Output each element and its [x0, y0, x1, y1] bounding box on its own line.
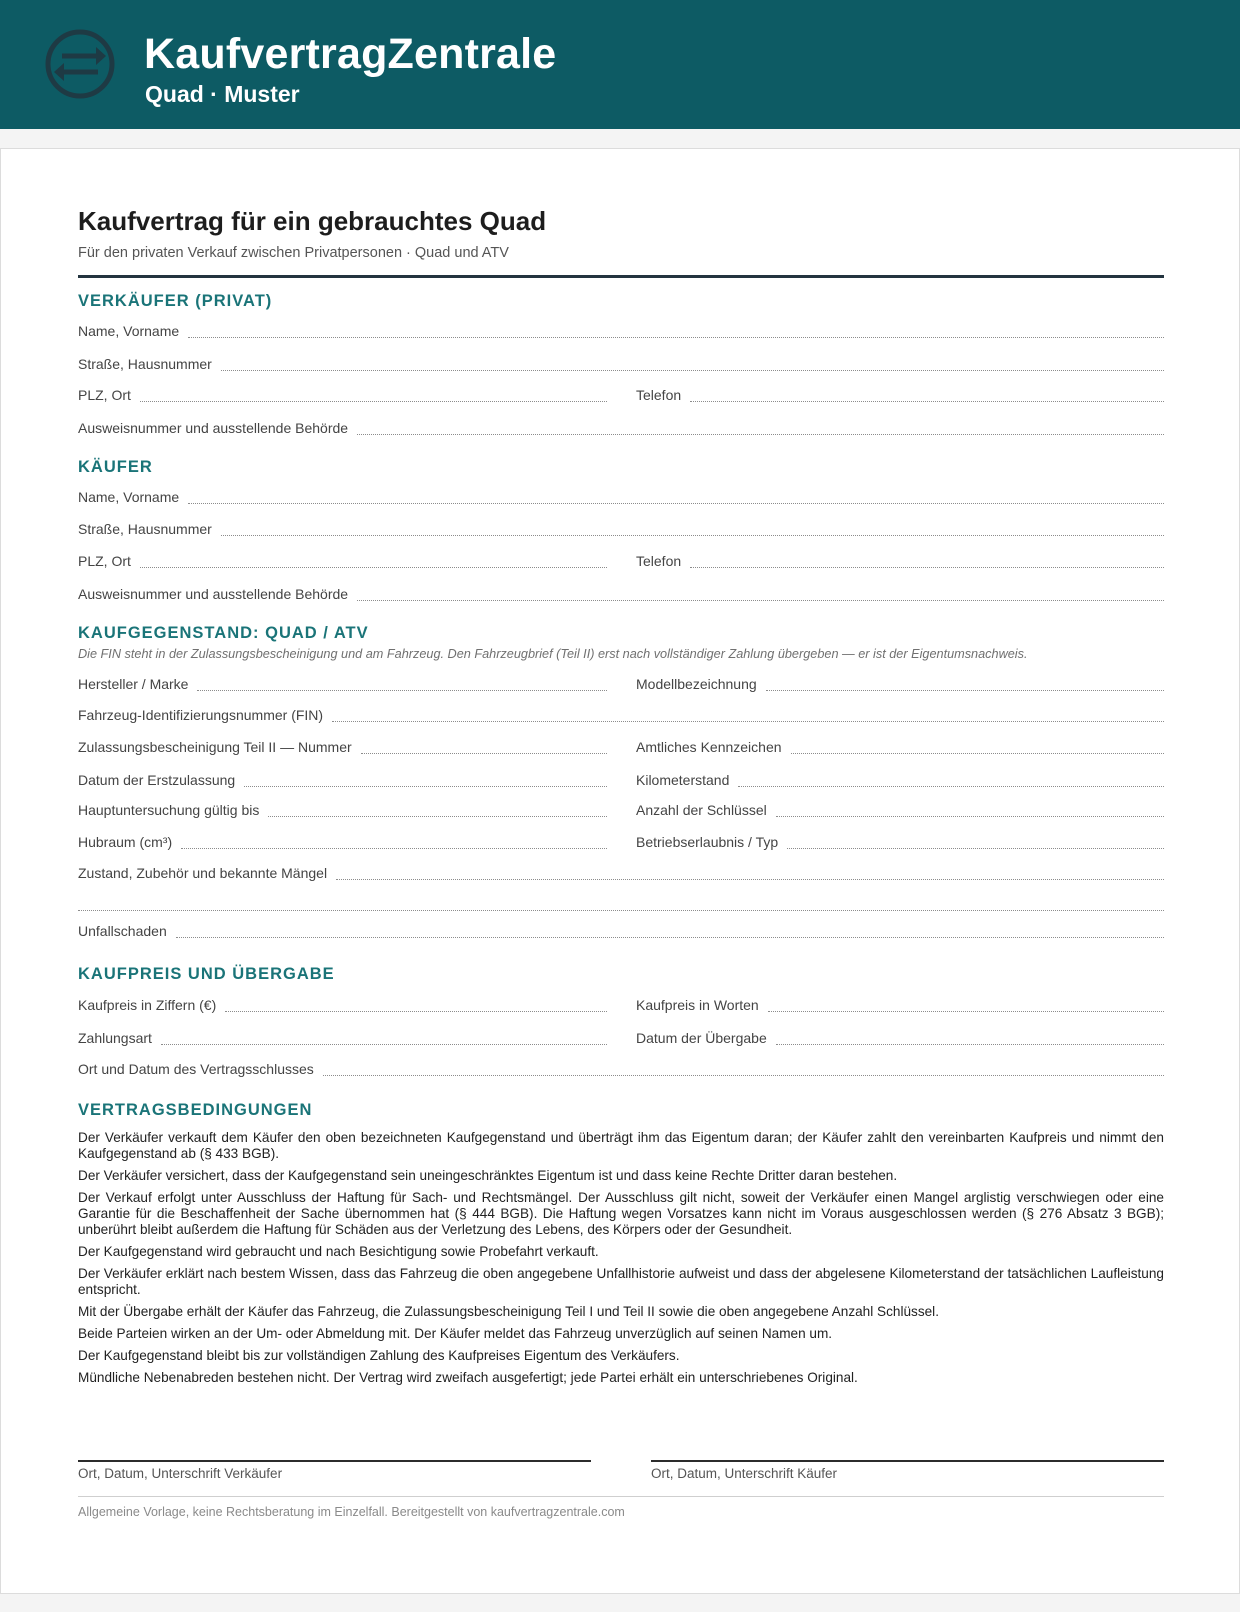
fill-line[interactable] — [140, 400, 607, 402]
seller-signature-line[interactable] — [78, 1460, 591, 1462]
term-paragraph: Der Verkäufer versichert, dass der Kaufgegenstand sein uneingeschränktes Eigentum ist und dass keine Rechte Dritter daran bestehen. — [78, 1168, 898, 1183]
handover-date-field[interactable] — [636, 1027, 1164, 1047]
term-paragraph: Der Verkäufer verkauft dem Käufer den oben bezeichneten Kaufgegenstand und überträgt ihm das Eigentum daran; der Käufer zahlt den vereinbarten Kaufpreis und nimmt den Kaufgegenstand ab (§ 433 BGB). — [78, 1130, 1164, 1161]
seller-name-field[interactable] — [78, 320, 1164, 340]
fill-line[interactable] — [776, 1043, 1164, 1045]
price-digits-field[interactable] — [78, 994, 607, 1014]
field-label: Hauptuntersuchung gültig bis — [78, 802, 260, 818]
first-registration-field[interactable] — [78, 769, 607, 789]
fill-line[interactable] — [690, 400, 1164, 402]
fill-line[interactable] — [357, 599, 1164, 601]
field-label: Zahlungsart — [78, 1030, 152, 1046]
field-label: Ausweisnummer und ausstellende Behörde — [78, 420, 349, 436]
fill-line[interactable] — [181, 847, 607, 849]
fill-line[interactable] — [161, 1043, 607, 1045]
buyer-signature-label: Ort, Datum, Unterschrift Käufer — [651, 1466, 838, 1481]
buyer-signature-line[interactable] — [651, 1460, 1164, 1462]
brand-name: KaufvertragZentrale — [144, 30, 557, 78]
contract-place-date-field[interactable] — [78, 1058, 1164, 1078]
fill-line[interactable] — [221, 534, 1164, 536]
fill-line[interactable] — [176, 936, 1164, 938]
vehicle-heading: KAUFGEGENSTAND: QUAD / ATV — [78, 624, 369, 642]
header-banner — [0, 0, 1240, 129]
field-label: Telefon — [636, 553, 682, 569]
field-label: Zustand, Zubehör und bekannte Mängel — [78, 865, 328, 881]
field-label: Zulassungsbescheinigung Teil II — Nummer — [78, 739, 352, 755]
fill-line[interactable] — [361, 752, 607, 754]
seller-signature-label: Ort, Datum, Unterschrift Verkäufer — [78, 1466, 283, 1481]
condition-field[interactable] — [78, 862, 1164, 882]
field-label: Ausweisnummer und ausstellende Behörde — [78, 586, 349, 602]
payment-method-field[interactable] — [78, 1027, 607, 1047]
buyer-name-field[interactable] — [78, 486, 1164, 506]
seller-street-field[interactable] — [78, 353, 1164, 373]
term-paragraph: Der Verkauf erfolgt unter Ausschluss der Haftung für Sach- und Rechtsmängel. Der Ausschluss gilt nicht, soweit der Verkäufer einen Mangel arglistig verschwiegen oder eine Garantie für die Beschaffenheit der Sache übernommen hat (§ 444 BGB). Die Haftung wegen Vorsatzes kann nicht im Voraus ausgeschlossen werden (§ 276 Absatz 3 BGB); unberührt bleibt außerdem die Haftung für Schäden aus der Verletzung des Lebens, des Körpers oder der Gesundheit. — [78, 1190, 1164, 1237]
operating-permit-field[interactable] — [636, 831, 1164, 851]
fill-line[interactable] — [357, 433, 1164, 435]
document-subtitle: Für den privaten Verkauf zwischen Privatpersonen · Quad und ATV — [78, 245, 509, 261]
fill-line[interactable] — [768, 1010, 1164, 1012]
fill-line[interactable] — [225, 1010, 607, 1012]
terms-heading: VERTRAGSBEDINGUNGEN — [78, 1101, 313, 1119]
terms-list — [78, 1130, 1164, 1392]
brand-subtitle: Quad · Muster — [145, 81, 300, 107]
make-field[interactable] — [78, 673, 607, 693]
fill-line[interactable] — [244, 785, 607, 787]
price-words-field[interactable] — [636, 994, 1164, 1014]
fill-line[interactable] — [766, 689, 1164, 691]
field-label: Amtliches Kennzeichen — [636, 739, 782, 755]
term-paragraph: Mündliche Nebenabreden bestehen nicht. Der Vertrag wird zweifach ausgefertigt; jede Partei erhält ein unterschriebenes Original. — [78, 1370, 858, 1385]
buyer-street-field[interactable] — [78, 518, 1164, 538]
fill-line[interactable] — [323, 1074, 1164, 1076]
fill-line[interactable] — [188, 502, 1164, 504]
document-title: Kaufvertrag für ein gebrauchtes Quad — [78, 206, 547, 236]
condition-extra-line[interactable] — [78, 910, 1164, 911]
fill-line[interactable] — [738, 785, 1164, 787]
fill-line[interactable] — [268, 815, 607, 817]
fill-line[interactable] — [690, 566, 1164, 568]
seller-phone-field[interactable] — [636, 384, 1164, 404]
fill-line[interactable] — [336, 878, 1164, 880]
swap-arrows-icon — [44, 28, 116, 100]
field-label: Straße, Hausnummer — [78, 521, 212, 537]
buyer-id-field[interactable] — [78, 583, 1164, 603]
fill-line[interactable] — [140, 566, 607, 568]
field-label: Kilometerstand — [636, 772, 730, 788]
field-label: Kaufpreis in Worten — [636, 997, 759, 1013]
price-heading: KAUFPREIS UND ÜBERGABE — [78, 965, 335, 983]
term-paragraph: Der Kaufgegenstand wird gebraucht und nach Besichtigung sowie Probefahrt verkauft. — [78, 1244, 599, 1259]
term-paragraph: Beide Parteien wirken an der Um- oder Abmeldung mit. Der Käufer meldet das Fahrzeug unverzüglich auf seinen Namen um. — [78, 1326, 833, 1341]
license-plate-field[interactable] — [636, 736, 1164, 756]
seller-heading: VERKÄUFER (PRIVAT) — [78, 292, 273, 310]
field-label: Hersteller / Marke — [78, 676, 189, 692]
field-label: Betriebserlaubnis / Typ — [636, 834, 779, 850]
field-label: Unfallschaden — [78, 923, 167, 939]
field-label: Hubraum (cm³) — [78, 834, 173, 850]
seller-city-field[interactable] — [78, 384, 607, 404]
field-label: Datum der Erstzulassung — [78, 772, 236, 788]
accident-field[interactable] — [78, 920, 1164, 940]
vehicle-note: Die FIN steht in der Zulassungsbescheinigung und am Fahrzeug. Den Fahrzeugbrief (Teil II) erst nach vollständiger Zahlung übergeben — er ist der Eigentumsnachweis. — [78, 647, 1028, 661]
buyer-phone-field[interactable] — [636, 550, 1164, 570]
footer-text: Allgemeine Vorlage, keine Rechtsberatung im Einzelfall. Bereitgestellt von kaufvertragzentrale.com — [78, 1505, 625, 1519]
field-label: Ort und Datum des Vertragsschlusses — [78, 1061, 314, 1077]
model-field[interactable] — [636, 673, 1164, 693]
term-paragraph: Mit der Übergabe erhält der Käufer das Fahrzeug, die Zulassungsbescheinigung Teil I und Teil II sowie die oben angegebene Anzahl Schlüssel. — [78, 1304, 939, 1319]
mileage-field[interactable] — [636, 769, 1164, 789]
fill-line[interactable] — [791, 752, 1164, 754]
title-divider — [78, 275, 1164, 278]
displacement-field[interactable] — [78, 831, 607, 851]
field-label: Anzahl der Schlüssel — [636, 802, 767, 818]
field-label: Name, Vorname — [78, 323, 180, 339]
field-label: PLZ, Ort — [78, 553, 131, 569]
buyer-city-field[interactable] — [78, 550, 607, 570]
field-label: Telefon — [636, 387, 682, 403]
term-paragraph: Der Verkäufer erklärt nach bestem Wissen, dass das Fahrzeug die oben angegebene Unfallhistorie aufweist und dass der abgelesene Kilometerstand der tatsächlichen Laufleistung entspricht. — [78, 1266, 1164, 1297]
footer-divider — [78, 1496, 1164, 1497]
fill-line[interactable] — [776, 815, 1164, 817]
fill-line[interactable] — [221, 369, 1164, 371]
field-label: Name, Vorname — [78, 489, 180, 505]
field-label: Datum der Übergabe — [636, 1030, 767, 1046]
field-label: Fahrzeug-Identifizierungsnummer (FIN) — [78, 707, 324, 723]
field-label: Kaufpreis in Ziffern (€) — [78, 997, 217, 1013]
field-label: Modellbezeichnung — [636, 676, 757, 692]
field-label: Straße, Hausnummer — [78, 356, 212, 372]
seller-id-field[interactable] — [78, 417, 1164, 437]
fill-line[interactable] — [188, 336, 1164, 338]
registration-part2-field[interactable] — [78, 736, 607, 756]
vin-field[interactable] — [78, 704, 1164, 724]
field-label: PLZ, Ort — [78, 387, 131, 403]
term-paragraph: Der Kaufgegenstand bleibt bis zur vollständigen Zahlung des Kaufpreises Eigentum des Verkäufers. — [78, 1348, 680, 1363]
fill-line[interactable] — [787, 847, 1164, 849]
fill-line[interactable] — [332, 720, 1164, 722]
buyer-heading: KÄUFER — [78, 458, 153, 476]
inspection-field[interactable] — [78, 799, 607, 819]
fill-line[interactable] — [197, 689, 607, 691]
keys-field[interactable] — [636, 799, 1164, 819]
